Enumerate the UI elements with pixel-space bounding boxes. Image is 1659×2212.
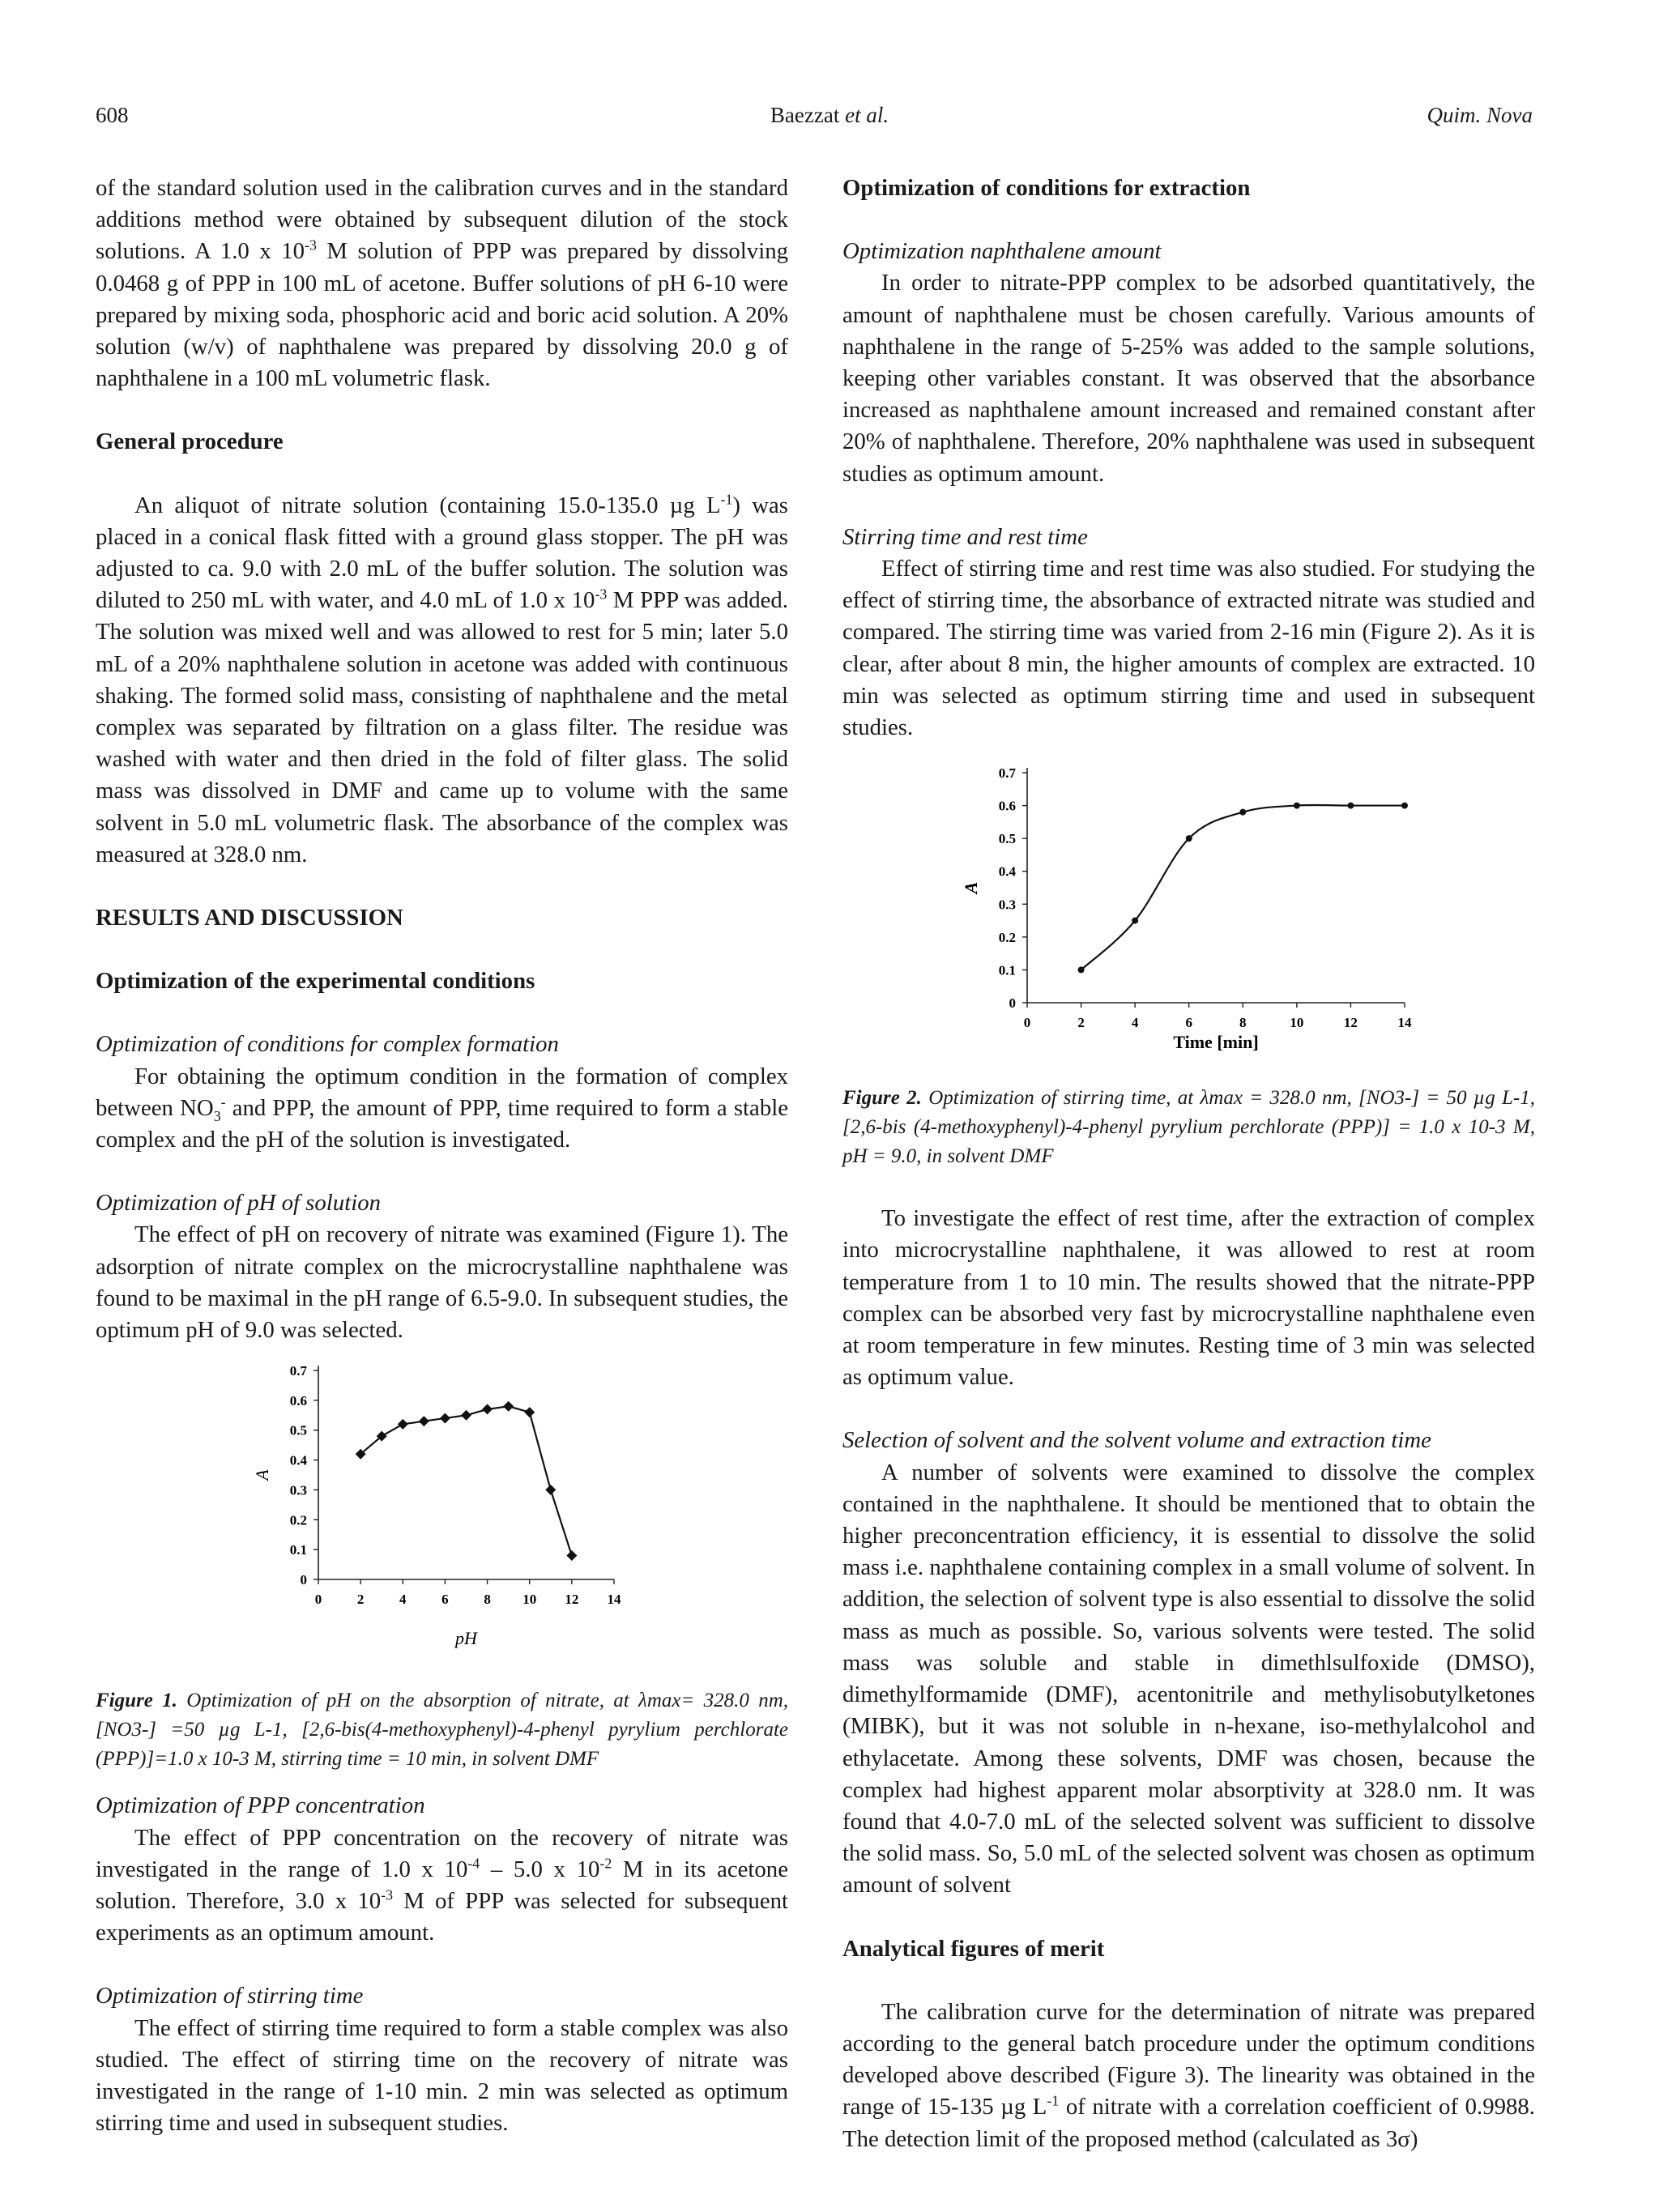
right-column <box>842 173 1535 2155</box>
y-tick-label: 0.5 <box>998 831 1016 847</box>
y-tick-label: 0.4 <box>998 863 1016 880</box>
x-tick-label: 0 <box>1023 1015 1031 1031</box>
heading-figures-of-merit: Analytical figures of merit <box>842 1935 1105 1962</box>
superscript: -3 <box>381 1886 394 1903</box>
x-tick-label: 8 <box>1239 1015 1247 1031</box>
y-tick-label: 0.2 <box>998 930 1016 946</box>
text-run: For obtaining the optimum condition in the formation of complex between NO <box>96 1063 788 1121</box>
x-tick-label: 2 <box>356 1592 365 1608</box>
journal-name: Quim. Nova <box>1427 103 1533 127</box>
data-point <box>1132 918 1138 924</box>
y-tick-label: 0.3 <box>289 1482 307 1498</box>
authors: Baezzat <box>770 103 840 127</box>
subheading-solvent: Selection of solvent and the solvent volume and extraction time <box>842 1427 1431 1454</box>
paragraph-figures-of-merit <box>842 1997 1535 2155</box>
paragraph-ppp <box>96 1822 788 1950</box>
paragraph-general-procedure <box>96 490 788 871</box>
y-axis-label: A <box>961 881 981 894</box>
running-header-authors <box>0 102 1659 128</box>
text-run: and PPP, the amount of PPP, time required to form a stable complex and the pH of the solution is investigated. <box>96 1094 788 1153</box>
subheading-stirring: Optimization of stirring time <box>96 1983 364 2010</box>
superscript: - <box>220 1093 226 1110</box>
x-tick-label: 2 <box>1077 1015 1085 1031</box>
series-line <box>360 1407 572 1556</box>
heading-general-procedure: General procedure <box>96 428 284 455</box>
x-tick-label: 10 <box>522 1592 537 1608</box>
paragraph-stock-solutions <box>96 173 788 394</box>
data-point <box>524 1407 535 1417</box>
data-point <box>1347 803 1354 809</box>
x-tick-label: 12 <box>565 1592 579 1608</box>
text-run: M PPP was added. The solution was mixed well and was allowed to rest for 5 min; later 5.0 mL of a 20% naphthalene solution in acetone was added with continuous shaking. The formed solid mass, consisting of naphthalene and the metal complex was separated by filtration on a glass filter. The residue was washed with water and then dried in the fold of filter glass. The solid mass was dissolved in DMF and came up to volume with the same solvent in 5.0 mL volumetric flask. The absorbance of the complex was measured at 328.0 nm. <box>96 587 788 867</box>
paragraph-solvent: A number of solvents were examined to dissolve the complex contained in the naphthalene. It should be mentioned that to obtain the higher preconcentration efficiency, it is essential to dissolve the solid mass i.e. naphthalene containing complex in a small volume of solvent. In addition, the selection of solvent type is also essential to dissolve the solid mass as much as possible. So, various solvents were tested. The solid mass was soluble and stable in dimethlsulfoxide (DMSO), dimethylformamide (DMF), acentonitrile and methylisobutylketones (MIBK), but it was not soluble in n-hexane, iso-methylalcohol and ethylacetate. Among these solvents, DMF was chosen, because the complex had highest apparent molar absorptivity at 328.0 nm. It was found that 4.0-7.0 mL of the selected solvent was sufficient to dissolve the solid mass. So, 5.0 mL of the selected solvent was chosen as optimum amount of solvent <box>842 1459 1535 1899</box>
heading-optimization-extraction: Optimization of conditions for extraction <box>842 175 1251 201</box>
y-tick-label: 0.6 <box>998 798 1016 814</box>
text-run: of the standard solution used in the calibration curves and in the standard additions method were obtained by subsequent dilution of the stock solutions. A 1.0 x 10 <box>96 175 788 265</box>
subheading-ph: Optimization of pH of solution <box>96 1190 381 1217</box>
x-tick-label: 4 <box>1131 1015 1139 1031</box>
subheading-ppp: Optimization of PPP concentration <box>96 1792 425 1819</box>
caption-text: Optimization of stirring time, at λmax = 328.0 nm, [NO3-] = 50 µg L-1, [2,6-bis (4-methoxyphenyl)-4-phenyl pyrylium perchlorate (PPP)] = 1.0 x 10-3 M, pH = 9.0, in solvent DMF <box>842 1087 1535 1168</box>
data-point <box>1186 835 1192 842</box>
text-run: – 5.0 x 10 <box>480 1856 600 1882</box>
paragraph-stirring: The effect of stirring time required to form a stable complex was also studied. The effect of stirring time on the recovery of nitrate was investigated in the range of 1-10 min. 2 min was selected as optimum stirring time and used in subsequent studies. <box>96 2014 788 2137</box>
data-point <box>1239 809 1246 816</box>
x-tick-label: 6 <box>1185 1015 1192 1031</box>
x-tick-label: 14 <box>607 1592 621 1608</box>
y-tick-label: 0.6 <box>289 1393 307 1409</box>
data-point <box>419 1416 429 1426</box>
superscript: -4 <box>467 1855 480 1872</box>
superscript: -3 <box>595 586 608 603</box>
paragraph-naphthalene: In order to nitrate-PPP complex to be adsorbed quantitatively, the amount of naphthalene must be chosen carefully. Various amounts of naphthalene in the range of 5-25% was added to the sample solutions, keeping other variables constant. It was observed that the absorbance increased as naphthalene amount increased and remained constant after 20% of naphthalene. Therefore, 20% naphthalene was used in subsequent studies as optimum amount. <box>842 270 1535 487</box>
subheading-stirring-rest: Stirring time and rest time <box>842 523 1088 550</box>
figure-1-caption <box>96 1686 788 1774</box>
y-tick-label: 0 <box>300 1572 307 1588</box>
y-tick-label: 0.7 <box>998 765 1016 782</box>
x-tick-label: 0 <box>314 1592 322 1608</box>
data-point <box>566 1550 577 1561</box>
superscript: -2 <box>599 1855 612 1872</box>
x-axis-label: Time [min] <box>1173 1032 1259 1053</box>
subheading-naphthalene: Optimization naphthalene amount <box>842 238 1162 265</box>
superscript: -1 <box>1047 2092 1060 2109</box>
y-tick-label: 0.2 <box>289 1512 307 1528</box>
figure-label: Figure 1. <box>96 1690 177 1712</box>
data-point <box>1401 803 1408 809</box>
y-tick-label: 0.1 <box>289 1542 307 1558</box>
text-run: The effect of PPP concentration on the recovery of nitrate was investigated in the range of 1.0 x 10 <box>96 1824 788 1882</box>
text-run: ) was placed in a conical flask fitted with a ground glass stopper. The pH was adjusted to ca. 9.0 with 2.0 mL of the buffer solution. The solution was diluted to 250 mL with water, and 4.0 mL of 1.0 x 10 <box>96 492 788 614</box>
text-run: M of PPP was selected for subsequent experiments as an optimum amount. <box>96 1887 788 1946</box>
data-point <box>482 1404 493 1415</box>
text-run: of nitrate with a correlation coefficient of 0.9988. The detection limit of the proposed method (calculated as 3σ) <box>842 2094 1535 2152</box>
y-tick-label: 0.1 <box>998 962 1016 978</box>
figure-2 <box>842 744 1535 1084</box>
x-tick-label: 10 <box>1290 1015 1304 1031</box>
series-line <box>1081 805 1405 970</box>
data-point <box>1294 803 1300 809</box>
authors-etal: et al. <box>845 103 889 127</box>
x-tick-label: 12 <box>1343 1015 1358 1031</box>
left-column <box>96 173 788 2139</box>
page-number: 608 <box>96 103 129 127</box>
figure-1 <box>96 1346 788 1686</box>
x-axis-label: pH <box>455 1628 477 1649</box>
text-run: M solution of PPP was prepared by dissolving 0.0468 g of PPP in 100 mL of acetone. Buffer solutions of pH 6-10 were prepared by mixing soda, phosphoric acid and boric acid solution. A 20% solution (w/v) of naphthalene was prepared by dissolving 20.0 g of naphthalene in a 100 mL volumetric flask. <box>96 238 788 392</box>
x-tick-label: 8 <box>484 1592 491 1608</box>
heading-results: RESULTS AND DISCUSSION <box>96 905 403 931</box>
text-run: The calibration curve for the determination of nitrate was prepared according to the general batch procedure under the optimum conditions developed above described (Figure 3). The linearity was obtained in the range of 15-135 µg L <box>842 1998 1535 2120</box>
data-point <box>503 1401 514 1412</box>
paragraph-complex-formation <box>96 1061 788 1157</box>
data-point <box>398 1419 408 1430</box>
figure-label: Figure 2. <box>842 1087 922 1110</box>
data-point <box>461 1410 471 1421</box>
subscript: 3 <box>213 1107 221 1124</box>
text-run: M in its acetone solution. Therefore, 3.0 x 10 <box>96 1856 788 1914</box>
x-tick-label: 14 <box>1397 1015 1412 1031</box>
paragraph-rest-time: To investigate the effect of rest time, after the extraction of complex into microcrystalline naphthalene, it was allowed to rest at room temperature from 1 to 10 min. The results showed that the nitrate-PPP complex can be absorbed very fast by microcrystalline naphthalene even at room temperature in few minutes. Resting time of 3 min was selected as optimum value. <box>842 1205 1535 1391</box>
data-point <box>545 1485 556 1495</box>
x-tick-label: 4 <box>399 1592 407 1608</box>
data-point <box>1078 967 1085 974</box>
caption-text: Optimization of pH on the absorption of nitrate, at λmax= 328.0 nm, [NO3-] =50 µg L-1, [2,6-bis(4-methoxyphenyl)-4-phenyl pyrylium perchlorate (PPP)]=1.0 x 10-3 M, stirring time = 10 min, in solvent DMF <box>96 1690 788 1771</box>
superscript: -3 <box>305 237 317 254</box>
y-tick-label: 0.5 <box>289 1423 307 1439</box>
y-tick-label: 0 <box>1009 995 1016 1012</box>
y-axis-label: A <box>252 1469 272 1481</box>
y-tick-label: 0.4 <box>289 1452 307 1468</box>
y-tick-label: 0.3 <box>998 897 1016 913</box>
text-run: An aliquot of nitrate solution (containing 15.0-135.0 µg L <box>134 492 721 518</box>
x-tick-label: 6 <box>441 1592 449 1608</box>
subheading-complex-formation: Optimization of conditions for complex formation <box>96 1031 559 1058</box>
figure-1-chart <box>96 1346 788 1686</box>
y-tick-label: 0.7 <box>289 1363 307 1379</box>
figure-2-chart <box>842 744 1535 1084</box>
superscript: -1 <box>720 491 733 508</box>
data-point <box>440 1413 450 1424</box>
paragraph-ph: The effect of pH on recovery of nitrate was examined (Figure 1). The adsorption of nitrate complex on the microcrystalline naphthalene was found to be maximal in the pH range of 6.5-9.0. In subsequent studies, the optimum pH of 9.0 was selected. <box>96 1221 788 1344</box>
figure-2-caption <box>842 1084 1535 1171</box>
paragraph-stirring-time: Effect of stirring time and rest time was also studied. For studying the effect of stirring time, the absorbance of extracted nitrate was studied and compared. The stirring time was varied from 2-16 min (Figure 2). As it is clear, after about 8 min, the higher amounts of complex are extracted. 10 min was selected as optimum stirring time and used in subsequent studies. <box>842 556 1535 741</box>
heading-optimization-experimental: Optimization of the experimental conditions <box>96 968 535 995</box>
